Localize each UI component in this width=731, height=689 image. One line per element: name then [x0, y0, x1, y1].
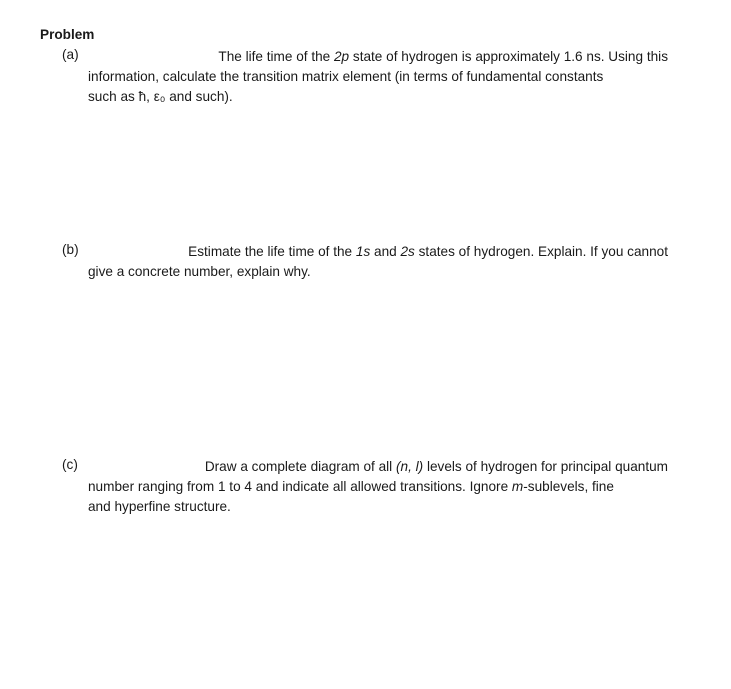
part-a-label: (a): [62, 47, 79, 62]
part-a-line-3: such as ħ, ε₀ and such).: [88, 89, 233, 104]
problem-heading: Problem: [40, 27, 95, 42]
part-b-line-1-em2: 2s: [400, 244, 415, 259]
part-b-line-1-em1: 1s: [355, 244, 371, 259]
part-c-line-2-post: -sublevels, fine: [523, 479, 614, 494]
part-c-line-2-em: m: [511, 479, 524, 494]
part-b-label: (b): [62, 242, 79, 257]
part-a-line-1-em: 2p: [334, 49, 350, 64]
part-a-line-2: information, calculate the transition matrix element (in terms of fundamental constants: [88, 69, 604, 84]
part-c-line-3: and hyperfine structure.: [88, 499, 231, 514]
part-a-text: [88, 47, 668, 107]
part-a-line-1-pre: The life time of the: [218, 49, 334, 64]
part-c-line-1: [88, 457, 668, 477]
part-b-line-1-pre: Estimate the life time of the: [188, 244, 356, 259]
part-a-line-1: [88, 47, 668, 67]
part-c-line-2: [88, 477, 668, 497]
part-c-text: [88, 457, 668, 517]
part-c-line-1-em: (n, l): [395, 459, 424, 474]
part-c-label: (c): [62, 457, 78, 472]
part-c-line-1-pre: Draw a complete diagram of all: [204, 459, 396, 474]
part-b-line-1: [88, 242, 668, 262]
part-a-line-1-post: state of hydrogen is approximately 1.6 ns. Using this: [349, 49, 668, 64]
part-b-line-1-post: states of hydrogen. Explain. If you cannot: [414, 244, 668, 259]
part-b-line-2: give a concrete number, explain why.: [88, 264, 311, 279]
part-b-line-1-mid: and: [370, 244, 401, 259]
part-c-line-2-pre: number ranging from 1 to 4 and indicate all allowed transitions. Ignore: [88, 479, 512, 494]
part-b-text: [88, 242, 668, 282]
part-c-line-1-post: levels of hydrogen for principal quantum: [423, 459, 668, 474]
